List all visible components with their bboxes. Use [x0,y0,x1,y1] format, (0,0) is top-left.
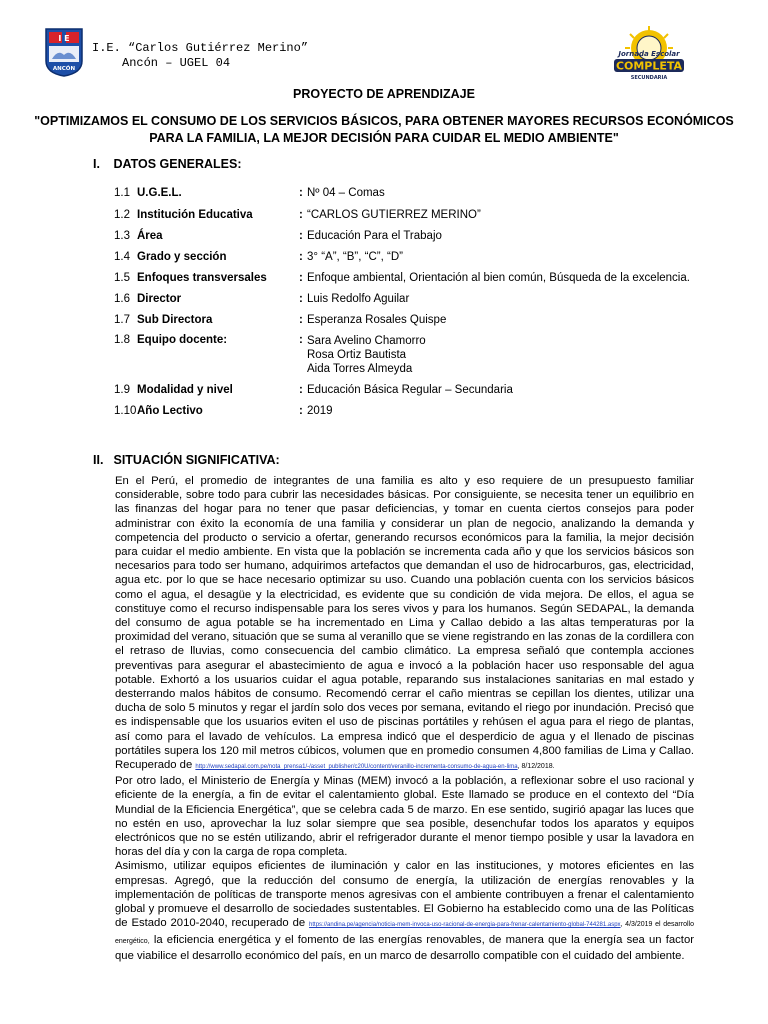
paragraph-text-end: la eficiencia energética y el fomento de las energías renovables, de manera que la energía sea un factor que viabilice el desarrollo económico del país, en un marco de desarrollo compatible con el cuidado del ambiente. [115,933,694,962]
row-label: Grado y sección [137,251,227,263]
team-member: Aida Torres Almeyda [307,363,413,375]
row-colon: : [299,384,303,396]
document-subtitle [0,113,768,147]
logo-top-text: Jornada Escolar [618,50,680,58]
citation-date: , 8/12/2018. [517,763,555,771]
row-label: Sub Directora [137,314,213,326]
row-value: 3° “A”, “B”, “C”, “D” [307,251,403,263]
crest-text-top: I E [58,34,70,43]
row-colon: : [299,334,303,346]
row-number: 1.3 [114,230,130,242]
logo-main-text: COMPLETA [615,59,683,73]
row-number: 1.10 [114,405,137,417]
paragraph-agua [115,474,694,774]
row-colon: : [299,272,303,284]
school-location: Ancón – UGEL 04 [122,56,231,70]
document-title: PROYECTO DE APRENDIZAJE [293,87,475,101]
row-value: Luis Redolfo Aguilar [307,293,410,305]
row-label: Área [137,230,163,242]
paragraph-eficiencia [115,859,694,962]
paragraph-energia: Por otro lado, el Ministerio de Energía y Minas (MEM) invocó a la población, a reflexionar sobre el uso racional y eficiente de la energía, a fin de evitar el calentamiento global. Este llamado se produce en el contexto del “Día Mundial de la Eficiencia Energética”, que se celebra cada 5 de marzo. En ese sentido, sugirió apagar las luces que no estén en uso, aprovechar la luz solar siempre que sea posible, desenchufar todos los aparatos y equipos electrónicos que no se estén utilizando, abrir el refrigerador durante el menor tiempo posible y usar la lavadora en horas del día y con la carga de ropa completa. [115,775,694,859]
team-list [307,334,426,376]
row-label: Año Lectivo [137,405,203,417]
row-value: “CARLOS GUTIERREZ MERINO” [307,209,481,221]
logo-bottom-text: SECUNDARIA [630,75,668,81]
section-title: DATOS GENERALES: [113,157,242,171]
row-number: 1.2 [114,209,130,221]
row-label: Modalidad y nivel [137,384,233,396]
row-number: 1.8 [114,334,130,346]
paragraph-text: En el Perú, el promedio de integrantes de una familia es alto y eso requiere de un presupuesto familiar considerable, sobre todo para cubrir las necesidades básicas. Por consiguiente, se necesita tener un equilibrio en las finanzas del hogar para no tener que pasar deficiencias, y tomar en cuenta ciertos consejos para poder administrar con éxito la economía de una familia y considerar un plan de negocio, analizando la demanda y competencia del producto o servicio a ofertar, generando recursos económicos para la familia, la mejor decisión para cuidar el medio ambiente. En vista que la población se incrementa cada año y que los servicios básicos son necesarios para todo ser humano, adquirimos artefactos que demandan el uso de hidrocarburos, gas, electricidad, agua etc. por lo que se hace necesario optimizar su uso. Cuando una población cuenta con los servicios básicos como el agua, el desagüe y la electricidad, es evidente que su condición de vida mejora. De ellos, el agua se constituye como el recurso indispensable para los seres vivos y para los humanos. Según SEDAPAL, la demanda del consumo de agua potable se ha incrementado en Lima y Callao debido a las altas temperaturas por la proximidad del verano, situación que se suma al veranillo que se viene registrando en las zonas de la cordillera con el retraso de lluvias, como consecuencia del cambio climático. La empresa señaló que contempla acciones preventivas para asegurar el abastecimiento de agua e invocó a la población hacer uso responsable del agua potable. Exhortó a los usuarios cuidar el agua potable, reparando sus instalaciones sanitarias en mal estado y desterrando malos hábitos de consumo. Recomendó cerrar el caño mientras se cepillan los dientes, utilizar una ducha de solo 5 minutos y regar el jardín solo dos veces por semana, evitando el riego por inundación. Precisó que es indispensable que los usuarios eviten el uso de piscinas portátiles y rehúsen el agua para el riego de plantas, así como para el lavado de vehículos. La empresa indicó que el desperdicio de agua y el llenado de piscinas portátiles supera los 120 mil metros cúbicos, volumen que en promedio consumen 4,800 familias de Lima y Callao. Recuperado de [115,475,694,772]
row-number: 1.6 [114,293,130,305]
section-number: II. [93,453,104,467]
sedapal-link[interactable]: http://www.sedapal.com.pe/nota_prensa1/-/asset_publisher/c20U/content/veranillo-incrementa-consumo-de-agua-en-lima [195,764,518,771]
row-number: 1.1 [114,187,130,199]
subtitle-line-1: "OPTIMIZAMOS EL CONSUMO DE LOS SERVICIOS BÁSICOS, PARA OBTENER MAYORES RECURSOS ECONÓMICOS [34,114,734,128]
row-value: 2019 [307,405,333,417]
subtitle-line-2: PARA LA FAMILIA, LA MEJOR DECISIÓN PARA CUIDAR EL MEDIO AMBIENTE" [149,131,619,145]
team-member: Sara Avelino Chamorro [307,335,426,347]
citation-date: , 4/3/2019 el desarrollo energético, [115,921,694,945]
row-colon: : [299,293,303,305]
row-colon: : [299,251,303,263]
row-label: Institución Educativa [137,209,253,221]
row-number: 1.4 [114,251,130,263]
row-number: 1.5 [114,272,130,284]
paragraph-text: Asimismo, utilizar equipos eficientes de iluminación y calor en las instituciones, y motores eficientes en las empresas. Agregó, que la reducción del consumo de energía, la utilización de energías renovables y la implementación de políticas de transporte menos agresivas con el ambiente contribuyen a frenar el calentamiento global y promueve el desarrollo de sociedades sustentables. El Gobierno ha establecido como una de las Políticas de Estado 2010-2040, recuperado de [115,860,694,930]
school-crest-logo [44,27,84,77]
row-value: Educación Básica Regular – Secundaria [307,384,513,396]
row-label: Equipo docente: [137,334,228,346]
row-colon: : [299,209,303,221]
row-value: Enfoque ambiental, Orientación al bien común, Búsqueda de la excelencia. [307,272,690,284]
row-colon: : [299,230,303,242]
row-value: Esperanza Rosales Quispe [307,314,447,326]
row-number: 1.7 [114,314,130,326]
team-member: Rosa Ortiz Bautista [307,349,407,361]
jornada-escolar-completa-logo [608,26,690,84]
row-label: U.G.E.L. [137,187,182,199]
row-colon: : [299,314,303,326]
andina-link[interactable]: https://andina.pe/agencia/noticia-mem-invoca-uso-racional-de-energia-para-frenar-calentamiento-global-744281.aspx [309,922,621,929]
section-title: SITUACIÓN SIGNIFICATIVA: [113,453,280,467]
school-name: I.E. “Carlos Gutiérrez Merino” [92,41,309,55]
row-label: Director [137,293,182,305]
row-value: Nº 04 – Comas [307,187,385,199]
situacion-significativa-body [115,474,694,963]
section-situacion-significativa-heading [93,453,280,467]
row-colon: : [299,187,303,199]
section-datos-generales-heading [93,157,242,171]
crest-text-bottom: ANCÓN [52,66,76,72]
section-number: I. [93,157,100,171]
row-colon: : [299,405,303,417]
row-value: Educación Para el Trabajo [307,230,442,242]
row-label: Enfoques transversales [137,272,267,284]
row-number: 1.9 [114,384,130,396]
